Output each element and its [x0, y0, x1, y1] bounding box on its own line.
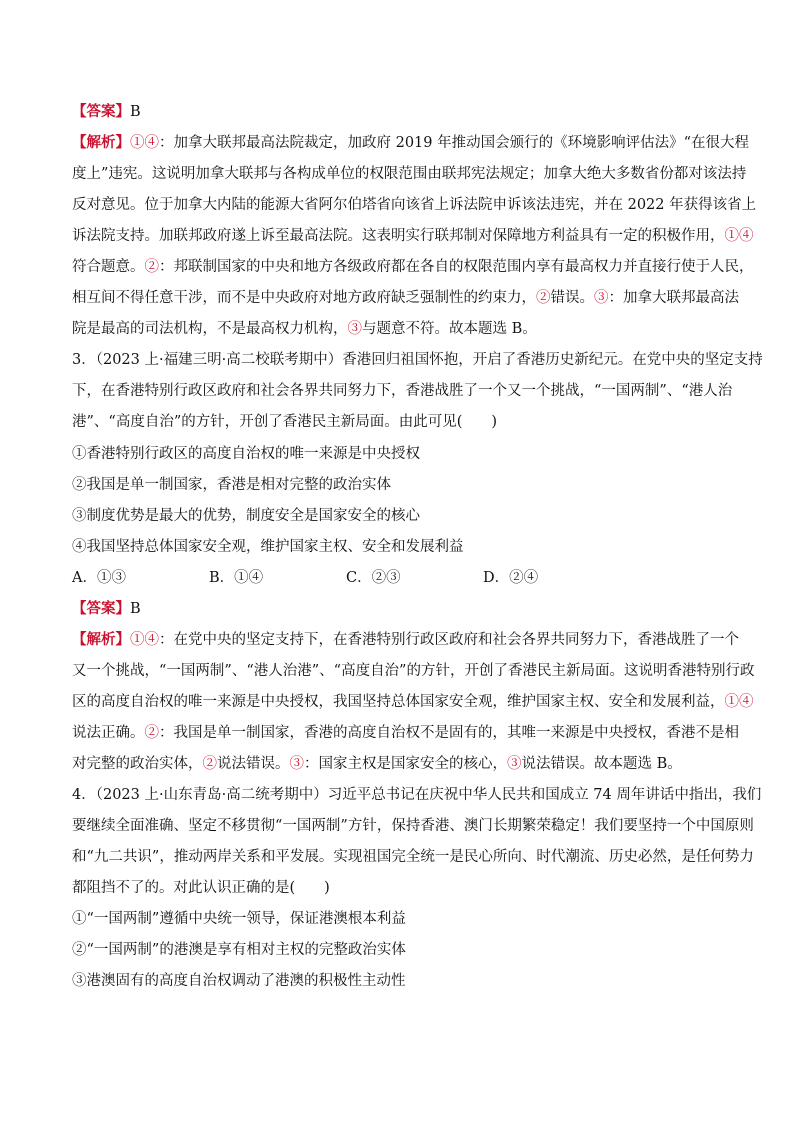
- q3-analysis-line-4: [72, 753, 732, 775]
- text-segment: 对完整的政治实体，: [72, 756, 203, 772]
- q2-answer-line: [72, 101, 732, 123]
- q2-analysis-text: [130, 135, 749, 151]
- q3-analysis-line-0: [72, 629, 739, 651]
- q2-analysis-line-4: [72, 256, 754, 278]
- q2-analysis-line-2: [72, 194, 757, 216]
- q3-analysis-line-3: [72, 722, 739, 744]
- q3-stem-line-2: 港”、“高度自治”的方针，开创了香港民主新局面。由此可见( ): [72, 414, 498, 430]
- q4-statement-1: ①“一国两制”遵循中央统一领导，保证港澳根本利益: [72, 911, 406, 927]
- marker-number: ①④: [724, 228, 754, 244]
- text-segment: ：加拿大联邦最高法院裁定，加政府 2019 年推动国会颁行的《环境影响评估法》“在很大程: [159, 135, 750, 151]
- q2-analysis-line-6: [72, 318, 732, 340]
- q2-answer-tag: 【答案】: [72, 103, 130, 120]
- q3-answer-tag: 【答案】: [72, 600, 130, 617]
- text-segment: 诉法院支持。加联邦政府遂上诉至最高法院。这表明实行联邦制对保障地方利益具有一定的积极作用，: [72, 228, 725, 244]
- text-segment: ：加拿大联邦最高法: [608, 290, 739, 306]
- text-segment: 符合题意。: [72, 259, 145, 275]
- q3-analysis-text: [130, 632, 739, 648]
- text-segment: 度上”违宪。这说明加拿大联邦与各构成单位的权限范围由联邦宪法规定；加拿大绝大多数省份都对该法持: [72, 166, 747, 182]
- marker-number: ③: [507, 756, 522, 772]
- q4-stem-line-2: 和“九二共识”，推动两岸关系和平发展。实现祖国完全统一是民心所向、时代潮流、历史必然，是任何势力: [72, 849, 754, 865]
- marker-number: ③: [594, 290, 609, 306]
- q3-statement-4: ④我国坚持总体国家安全观，维护国家主权、安全和发展利益: [72, 539, 464, 555]
- text-segment: ：在党中央的坚定支持下，在香港特别行政区政府和社会各界共同努力下，香港战胜了一个: [159, 632, 739, 648]
- marker-number: ③: [347, 321, 362, 337]
- text-segment: ：邦联制国家的中央和地方各级政府都在各自的权限范围内享有最高权力并直接行使于人民，: [159, 259, 754, 275]
- q3-answer-line: [72, 598, 732, 620]
- q4-statement-3: ③港澳固有的高度自治权调动了港澳的积极性主动性: [72, 973, 406, 989]
- text-segment: 反对意见。位于加拿大内陆的能源大省阿尔伯塔省向该省上诉法院申诉该法违宪，并在 2022 年获得该省上: [72, 197, 757, 213]
- q3-option-a: A．①③: [72, 570, 126, 586]
- marker-number: ②: [536, 290, 551, 306]
- text-segment: 说法正确。: [72, 725, 145, 741]
- text-segment: 与题意不符。故本题选 B。: [362, 321, 537, 337]
- marker-number: ①④: [724, 694, 754, 710]
- q3-options: [72, 567, 732, 589]
- text-segment: ：我国是单一制国家，香港的高度自治权不是固有的，其唯一来源是中央授权，香港不是相: [159, 725, 739, 741]
- marker-number: ②: [144, 259, 159, 275]
- text-segment: 相互间不得任意干涉，而不是中央政府对地方政府缺乏强制性的约束力，: [72, 290, 536, 306]
- q4-stem-line-3: 都阻挡不了的。对此认识正确的是( ): [72, 880, 330, 896]
- q3-statement-3: ③制度优势是最大的优势，制度安全是国家安全的核心: [72, 508, 420, 524]
- text-segment: 错误。: [550, 290, 594, 306]
- q3-statement-1: ①香港特别行政区的高度自治权的唯一来源是中央授权: [72, 446, 420, 462]
- q4-stem-line-0: 4．（2023 上·山东青岛·高二统考期中）习近平总书记在庆祝中华人民共和国成立 74 周年讲话中指出，我们: [72, 787, 762, 803]
- q2-answer-value: B: [130, 104, 141, 120]
- marker-number: ③: [289, 756, 304, 772]
- q4-stem-line-1: 要继续全面准确、坚定不移贯彻“一国两制”方针，保持香港、澳门长期繁荣稳定！我们要坚持一个中国原则: [72, 818, 754, 834]
- q3-option-d: D．②④: [483, 570, 539, 586]
- q2-analysis-line-0: [72, 132, 750, 154]
- marker-number: ①④: [130, 135, 159, 151]
- q3-answer-value: B: [130, 601, 141, 617]
- q2-analysis-line-1: [72, 163, 747, 185]
- marker-number: ②: [144, 725, 159, 741]
- q2-analysis-line-3: [72, 225, 754, 247]
- q3-analysis-line-2: [72, 691, 754, 713]
- q4-statement-2: ②“一国两制”的港澳是享有相对主权的完整政治实体: [72, 942, 406, 958]
- text-segment: 说法错误。: [217, 756, 290, 772]
- marker-number: ①④: [130, 632, 159, 648]
- text-segment: 区的高度自治权的唯一来源是中央授权，我国坚持总体国家安全观，维护国家主权、安全和发展利益，: [72, 694, 725, 710]
- q3-option-b: B．①④: [209, 570, 264, 586]
- text-segment: 院是最高的司法机构，不是最高权力机构，: [72, 321, 348, 337]
- q3-analysis-tag: 【解析】: [72, 631, 130, 648]
- q2-analysis-tag: 【解析】: [72, 134, 130, 151]
- text-segment: ：国家主权是国家安全的核心，: [304, 756, 507, 772]
- q3-option-c: C．②③: [346, 570, 401, 586]
- q2-analysis-line-5: [72, 287, 739, 309]
- text-segment: 说法错误。故本题选 B。: [521, 756, 682, 772]
- q3-analysis-line-1: [72, 660, 755, 682]
- q3-stem-line-0: 3．（2023 上·福建三明·高二校联考期中）香港回归祖国怀抱，开启了香港历史新纪元。在党中央的坚定支持: [72, 352, 763, 368]
- text-segment: 又一个挑战，“一国两制”、“港人治港”、“高度自治”的方针，开创了香港民主新局面。这说明香港特别行政: [72, 663, 755, 679]
- marker-number: ②: [202, 756, 217, 772]
- q3-stem-line-1: 下，在香港特别行政区政府和社会各界共同努力下，香港战胜了一个又一个挑战，“一国两制”、“港人治: [72, 383, 733, 399]
- q3-statement-2: ②我国是单一制国家，香港是相对完整的政治实体: [72, 477, 391, 493]
